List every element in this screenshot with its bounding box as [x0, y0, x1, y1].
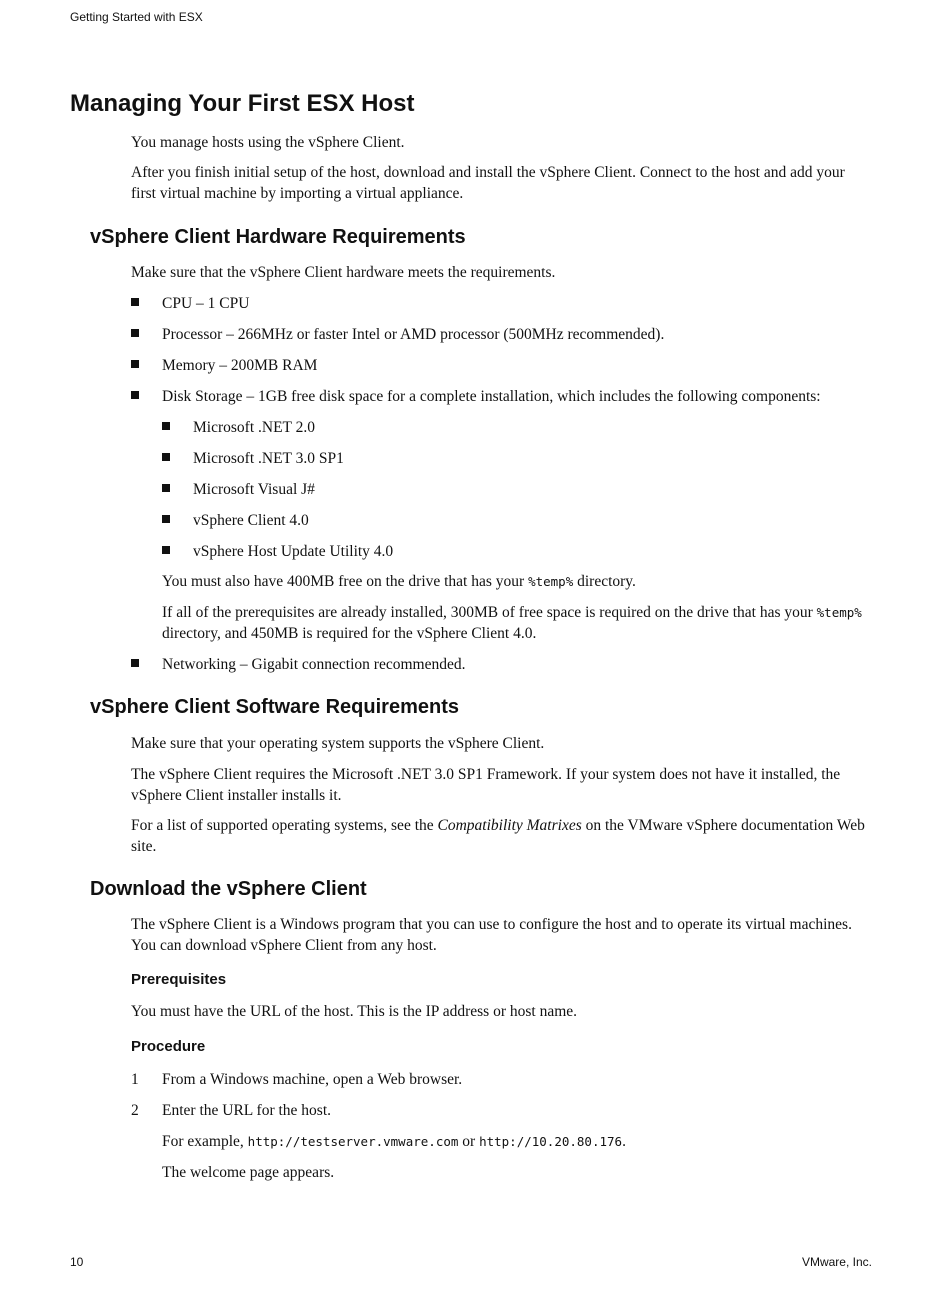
component-item: Microsoft .NET 2.0: [193, 419, 315, 436]
bullet-icon: [162, 515, 170, 523]
compatibility-matrixes-reference: Compatibility Matrixes: [437, 817, 582, 834]
page-number: 10: [70, 1255, 84, 1269]
component-item: vSphere Client 4.0: [193, 512, 309, 529]
software-paragraph-1: Make sure that your operating system supports the vSphere Client.: [131, 735, 545, 752]
temp-dir-code: %temp%: [816, 605, 862, 620]
temp-dir-code: %temp%: [528, 574, 574, 589]
prerequisites-heading: Prerequisites: [131, 971, 227, 988]
bullet-icon: [131, 298, 139, 306]
software-paragraph-2: The vSphere Client requires the Microsoft .NET 3.0 SP1 Framework. If your system does not have it installed, the vSphere Client installer installs it.: [131, 766, 841, 804]
prerequisites-text: You must have the URL of the host. This is the IP address or host name.: [131, 1003, 578, 1020]
hardware-intro: Make sure that the vSphere Client hardware meets the requirements.: [131, 264, 556, 281]
step-result: The welcome page appears.: [162, 1164, 335, 1181]
software-heading: vSphere Client Software Requirements: [90, 696, 459, 718]
component-item: Microsoft Visual J#: [193, 481, 315, 498]
disk-note-prerequisites: If all of the prerequisites are already installed, 300MB of free space is required on the drive that has your %temp% directory, and 450MB is required for the vSphere Client 4.0.: [162, 604, 862, 642]
software-paragraph-3: For a list of supported operating systems, see the Compatibility Matrixes on the VMware vSphere documentation Web site.: [131, 817, 865, 855]
intro-paragraph-2: After you finish initial setup of the host, download and install the vSphere Client. Connect to the host and add your first virtual machine by importing a virtual appliance.: [131, 164, 845, 202]
procedure-heading: Procedure: [131, 1038, 206, 1055]
bullet-icon: [162, 453, 170, 461]
hardware-item-disk: Disk Storage – 1GB free disk space for a complete installation, which includes the following components:: [162, 388, 821, 405]
bullet-icon: [131, 659, 139, 667]
bullet-icon: [131, 360, 139, 368]
download-paragraph: The vSphere Client is a Windows program that you can use to configure the host and to operate its virtual machines. You can download vSphere Client from any host.: [131, 916, 852, 954]
step-text: Enter the URL for the host.: [162, 1102, 332, 1119]
example-url-2: http://10.20.80.176: [479, 1134, 623, 1149]
component-item: vSphere Host Update Utility 4.0: [193, 543, 394, 560]
example-urls: For example, http://testserver.vmware.com or http://10.20.80.176.: [162, 1133, 626, 1150]
bullet-icon: [162, 422, 170, 430]
page-title: Managing Your First ESX Host: [70, 90, 415, 117]
step-number: 2: [131, 1102, 139, 1119]
step-number: 1: [131, 1071, 139, 1088]
footer-company: VMware, Inc.: [801, 1255, 872, 1269]
intro-paragraph-1: You manage hosts using the vSphere Client.: [131, 134, 405, 151]
hardware-heading: vSphere Client Hardware Requirements: [90, 226, 466, 248]
bullet-icon: [162, 484, 170, 492]
disk-note-temp: You must also have 400MB free on the drive that has your %temp% directory.: [162, 573, 636, 590]
step-text: From a Windows machine, open a Web browser.: [162, 1071, 463, 1088]
bullet-icon: [162, 546, 170, 554]
hardware-item-memory: Memory – 200MB RAM: [162, 357, 318, 374]
example-url-1: http://testserver.vmware.com: [247, 1134, 459, 1149]
hardware-item-cpu: CPU – 1 CPU: [162, 295, 250, 312]
hardware-item-processor: Processor – 266MHz or faster Intel or AMD processor (500MHz recommended).: [162, 326, 665, 343]
bullet-icon: [131, 391, 139, 399]
bullet-icon: [131, 329, 139, 337]
download-heading: Download the vSphere Client: [90, 878, 367, 900]
running-header: Getting Started with ESX: [70, 10, 203, 24]
component-item: Microsoft .NET 3.0 SP1: [193, 450, 344, 467]
hardware-item-networking: Networking – Gigabit connection recommended.: [162, 656, 466, 673]
